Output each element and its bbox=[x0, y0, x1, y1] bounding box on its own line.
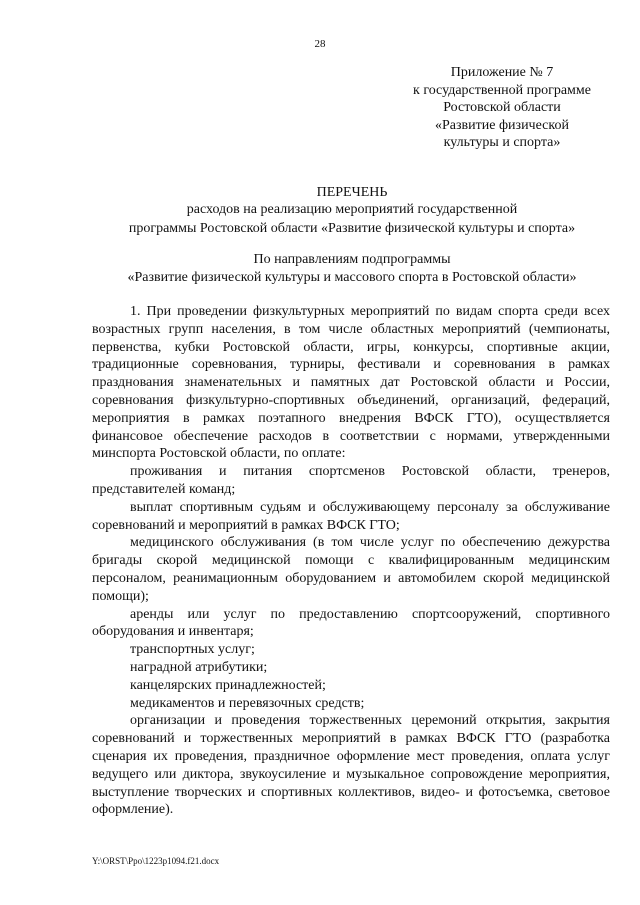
document-subtitle: программы Ростовской области «Развитие физической культуры и спорта» bbox=[128, 221, 576, 236]
body-paragraph: 1. При проведении физкультурных мероприятий по видам спорта среди всех возрастных групп населения, в том числе областных мероприятий (чемпионаты, первенства, кубки Ростовской области, игры, конкурсы, спортивные акции, традиционные соревнования, турниры, фестивали и соревнования в рамках празднования знаменательных и памятных дат Ростовской области и России, соревнования физкультурно-спортивных объединений, организаций, федераций, мероприятия в рамках поэтапного внедрения ВФСК ГТО), осуществляется финансовое обеспечение расходов в соответствии с нормами, утвержденными минспорта Ростовской области, по оплате: bbox=[92, 304, 610, 462]
page-number: 28 bbox=[314, 38, 326, 50]
direction-heading: По направлениям подпрограммы bbox=[253, 252, 451, 267]
appendix-line: к государственной программе bbox=[413, 82, 591, 98]
document-subtitle: расходов на реализацию мероприятий государственной bbox=[186, 202, 518, 217]
document-body bbox=[92, 303, 610, 819]
body-paragraph: медикаментов и перевязочных средств; bbox=[130, 695, 365, 711]
body-paragraph: организации и проведения торжественных церемоний открытия, закрытия соревнований и торжественных мероприятий в рамках ВФСК ГТО (разработка сценария их проведения, праздничное оформление мест проведения, оплата услуг ведущего или диктора, звукоусиление и музыкальное сопровождение мероприятия, выступление творческих и спортивных коллективов, видео- и фотосъемка, световое оформление). bbox=[92, 713, 610, 818]
body-paragraph: транспортных услуг; bbox=[130, 642, 255, 658]
body-paragraph: канцелярских принадлежностей; bbox=[130, 677, 326, 693]
file-path-footer: Y:\ORST\Ppo\1223p1094.f21.docx bbox=[92, 856, 220, 866]
direction-heading: «Развитие физической культуры и массового спорта в Ростовской области» bbox=[127, 270, 577, 285]
appendix-line: Ростовской области bbox=[443, 100, 561, 115]
appendix-line: «Развитие физической bbox=[435, 117, 569, 133]
appendix-line: Приложение № 7 bbox=[450, 65, 554, 80]
appendix-line: культуры и спорта» bbox=[443, 135, 561, 150]
body-paragraph: медицинского обслуживания (в том числе услуг по обеспечению дежурства бригады скорой медицинской помощи с квалифицированным медицинским персоналом, реанимационным оборудованием и автомобилем скорой медицинской помощи); bbox=[92, 535, 610, 604]
document-title: ПЕРЕЧЕНЬ bbox=[316, 185, 388, 200]
body-paragraph: проживания и питания спортсменов Ростовской области, тренеров, представителей команд; bbox=[92, 464, 610, 497]
body-paragraph: аренды или услуг по предоставлению спортсооружений, спортивного оборудования и инвентаря; bbox=[92, 606, 610, 640]
appendix-header bbox=[392, 64, 612, 152]
body-paragraph: выплат спортивным судьям и обслуживающему персоналу за обслуживание соревнований и мероприятий в рамках ВФСК ГТО; bbox=[92, 499, 610, 533]
body-paragraph: наградной атрибутики; bbox=[130, 659, 268, 675]
